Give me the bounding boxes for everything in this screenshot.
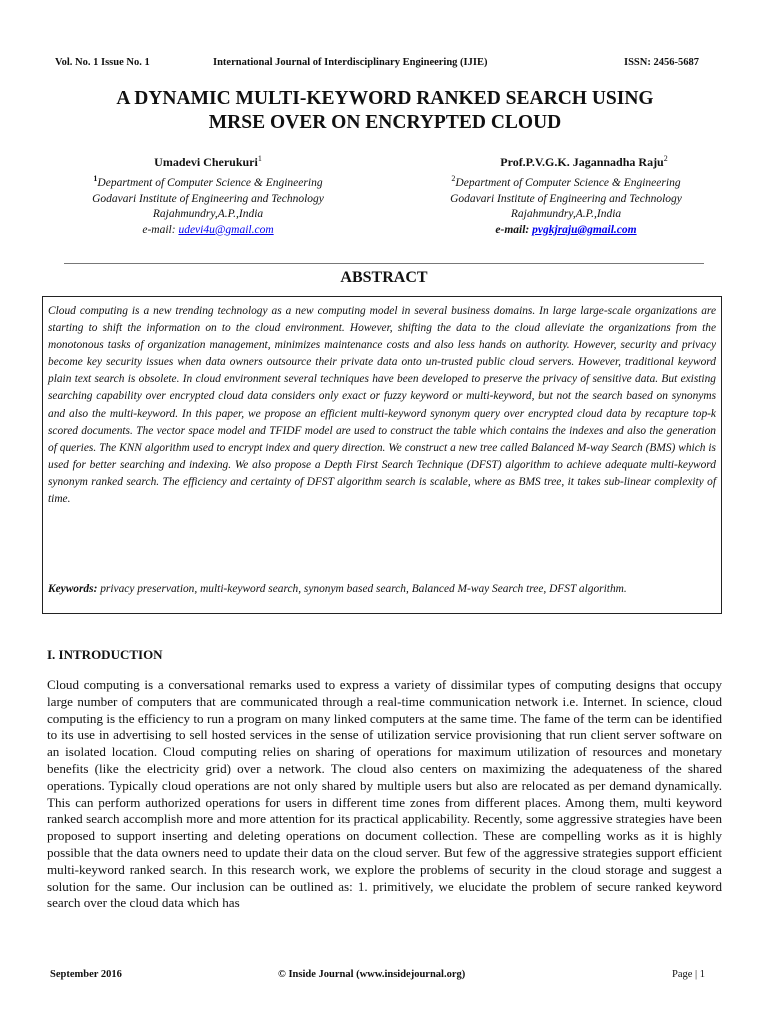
volume-issue: Vol. No. 1 Issue No. 1 [55,57,150,68]
page-number: Page | 1 [672,969,706,980]
author-email-link[interactable]: udevi4u@gmail.com [178,223,274,236]
author-superscript: 2 [663,154,668,163]
author-institute: Godavari Institute of Engineering and Technology [450,192,682,205]
header-divider [64,263,704,264]
journal-name: International Journal of Interdisciplinary Engineering (IJIE) [213,57,488,68]
abstract-text: Cloud computing is a new trending technology as a new computing model in several business domains. In large large-scale organizations are starting to shift the information on to the cloud environment. However, shifting the data to the cloud alleviate the organizations from the monotonous tasks of organization management, minimizes maintenance costs and also less hands on authority. However, security and privacy become key security issues when data owners outsource their private data onto un-trusted public cloud servers. However, traditional keyword plain text search is obsolete. In cloud environment several techniques have been developed to preserve the privacy of sensitive data. But existing searching capability over encrypted cloud data considers only exact or fuzzy keyword or multi-keyword, but not the search based on synonyms and also the multi-keyword. In this paper, we propose an efficient multi-keyword synonym query over encrypted cloud data by recapture top-k scored documents. The vector space model and TFIDF model are used to construct the table which contains the indexes and also the generation of queries. The KNN algorithm used to encrypt index and query direction. We construct a new tree called Balanced M-way Search (BMS) which is used for better searching and indexing. We also propose a Depth First Search Technique (DFST) algorithm to achieve adequate multi-keyword synonym ranked search. The efficiency and certainty of DFST algorithm search is scalable, where as BMS tree, it takes sub-linear complexity of time. [48,305,716,506]
author-location: Rajahmundry,A.P.,India [510,208,622,221]
author-email-link[interactable]: pvgkjraju@gmail.com [532,223,637,236]
email-label: e-mail: [142,223,176,236]
keywords-list: privacy preservation, multi-keyword search, synonym based search, Balanced M-way Search tree, DFST algorithm. [100,583,627,595]
author-name: Umadevi Cherukuri [154,154,258,169]
footer-publisher: © Inside Journal (www.insidejournal.org) [278,969,466,980]
abstract-heading: ABSTRACT [340,269,428,286]
keywords-label: Keywords: [48,583,98,595]
footer-date: September 2016 [50,969,122,980]
affiliation-superscript: 1 [93,174,98,184]
author-department: Department of Computer Science & Engineering [97,177,323,190]
author-1 [58,151,358,238]
paper-title [40,87,730,135]
author-department: Department of Computer Science & Engineering [455,177,681,190]
abstract-box [42,296,722,614]
keywords [48,582,716,597]
author-name: Prof.P.V.G.K. Jagannadha Raju [500,154,664,169]
issn: ISSN: 2456-5687 [624,57,699,68]
introduction-text: Cloud computing is a conversational remarks used to express a variety of dissimilar types of computing designs that occupy large number of computers that are communicated through a real-time communication network i.e. Internet. In science, cloud computing is the efficiency to run a program on many linked computers at the same time. The fame of the term can be identified to its use in advertising to sell hosted services in the sense of utilization service provisioning that run client server software on an isolated location. Cloud computing relies on sharing of operations for maximum utilization of resources and monetary benefits (like the electricity grid) over a network. The cloud also centers on maximizing the adequateness of the shared operations. Typically cloud operations are not only shared by multiple users but also are relocated as per demand dynamically. This can perform authorized operations for users in different time zones from different places. Among them, multi keyword ranked search accomplish more and more attention for its practical applicability. Recently, some aggressive strategies have been proposed to support inserting and deleting operations on document collection. These are compelling works as it is highly possible that the data owners need to update their data on the cloud server. But few of the aggressive strategies support efficient multi-keyword ranked search. In this research work, we explore the problems of security in the cloud storage and suggest a solution for the same. Our inclusion can be outlined as: 1. primitively, we elucidate the problem of secure ranked keyword search over the cloud data which has [47,677,722,911]
affiliation-superscript: 2 [451,174,456,184]
title-line-1: A DYNAMIC MULTI-KEYWORD RANKED SEARCH USING [116,88,654,109]
section-heading-introduction: I. INTRODUCTION [47,647,163,662]
author-location: Rajahmundry,A.P.,India [152,208,264,221]
title-line-2: MRSE OVER ON ENCRYPTED CLOUD [208,112,562,133]
author-institute: Godavari Institute of Engineering and Technology [92,192,324,205]
author-2 [416,151,716,238]
author-superscript: 1 [257,154,262,163]
email-label: e-mail: [495,223,530,236]
